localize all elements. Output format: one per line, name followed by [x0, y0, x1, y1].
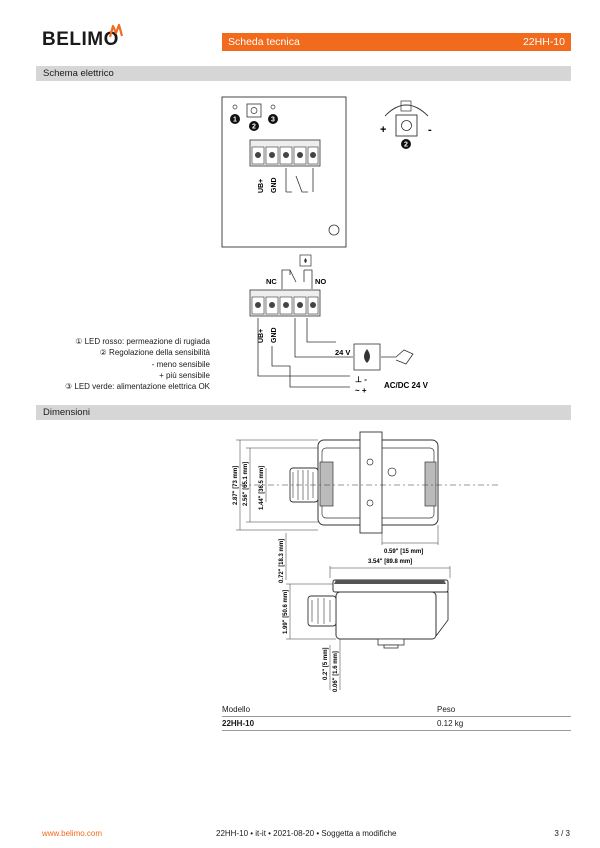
section-wiring-title: Schema elettrico: [36, 66, 571, 81]
svg-text:+: +: [380, 124, 387, 136]
svg-text:0.06" [1.6 mm]: 0.06" [1.6 mm]: [333, 651, 339, 692]
cell-model: 22HH-10: [222, 716, 437, 730]
svg-text:0.72" [18.3 mm]: 0.72" [18.3 mm]: [279, 538, 285, 583]
svg-text:NC: NC: [266, 277, 277, 286]
table-row: [222, 716, 571, 730]
legend-line: ② Regolazione della sensibilità: [99, 348, 210, 358]
cell-weight: 0.12 kg: [437, 716, 571, 730]
brand-name: BELIMO: [42, 29, 119, 50]
svg-text:⊥ -: ⊥ -: [355, 375, 367, 384]
housing-top-view: [290, 432, 438, 533]
svg-text:1: 1: [233, 116, 237, 124]
footer-page-number: 3 / 3: [554, 829, 570, 838]
svg-text:AC/DC 24 V: AC/DC 24 V: [384, 381, 429, 390]
legend-line: ① LED rosso: permeazione di rugiada: [75, 337, 210, 346]
footer-website-link[interactable]: www.belimo.com: [42, 829, 103, 838]
svg-text:UB+: UB+: [258, 178, 265, 193]
legend-line: - meno sensibile: [151, 359, 210, 369]
svg-text:3.54" [89.8 mm]: 3.54" [89.8 mm]: [368, 559, 413, 565]
section-dimensions-title: Dimensioni: [36, 405, 571, 420]
footer-doc-info: 22HH-10 • it-it • 2021-08-20 • Soggetta a modifiche: [216, 829, 397, 838]
column-header-weight: Peso: [437, 703, 571, 716]
mounting-clip-icon: [378, 639, 404, 645]
svg-text:2.87" [73 mm]: 2.87" [73 mm]: [233, 465, 239, 505]
svg-text:2: 2: [252, 123, 256, 131]
svg-text:-: -: [428, 124, 432, 136]
svg-text:3: 3: [271, 116, 275, 124]
svg-text:0.2" [5 mm]: 0.2" [5 mm]: [323, 647, 329, 680]
svg-text:GND: GND: [271, 177, 278, 193]
svg-text:24 V: 24 V: [335, 348, 351, 357]
svg-text:2.56" [65.1 mm]: 2.56" [65.1 mm]: [243, 461, 249, 506]
housing-side-view: [308, 580, 448, 648]
svg-text:UB+: UB+: [258, 328, 265, 343]
column-header-model: Modello: [222, 703, 437, 716]
svg-text:0.59" [15 mm]: 0.59" [15 mm]: [384, 549, 424, 555]
table-header-row: [222, 703, 571, 716]
legend-line: + più sensibile: [159, 370, 210, 380]
svg-text:1.44" [36.5 mm]: 1.44" [36.5 mm]: [259, 465, 265, 510]
svg-text:1.99" [50.6 mm]: 1.99" [50.6 mm]: [283, 589, 289, 634]
svg-text:~ +: ~ +: [355, 386, 367, 395]
header-model: 22HH-10: [522, 36, 565, 48]
model-weight-table: [222, 703, 571, 731]
svg-text:GND: GND: [271, 327, 278, 343]
doc-type: Scheda tecnica: [228, 36, 300, 48]
svg-text:2: 2: [404, 141, 408, 149]
svg-text:NO: NO: [315, 277, 327, 286]
legend-line: ③ LED verde: alimentazione elettrica OK: [64, 382, 210, 392]
